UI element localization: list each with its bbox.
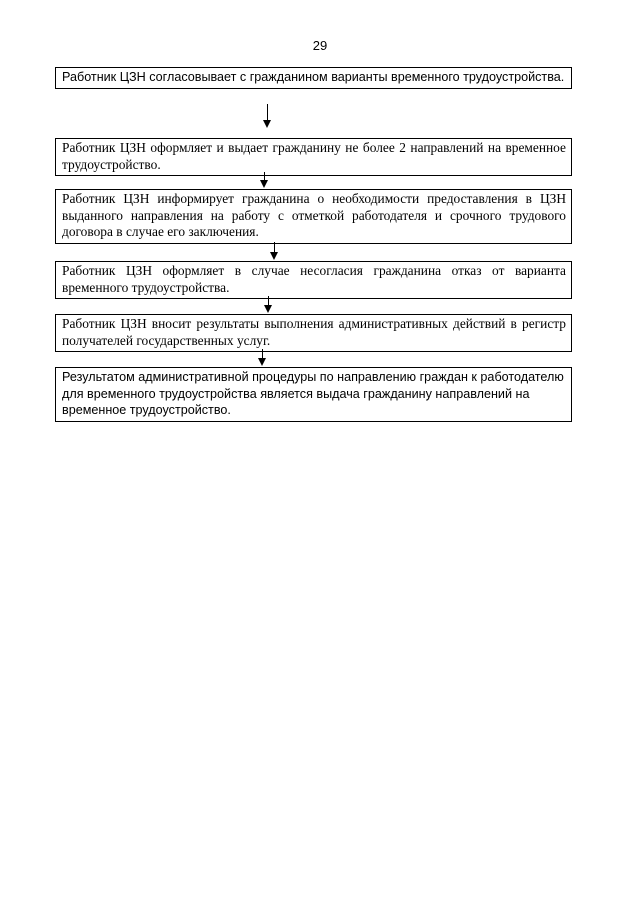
flow-step-5-box: Работник ЦЗН вносит результаты выполнения административных действий в регистр получателей государственных услуг. <box>55 314 572 352</box>
flow-arrow-5-head <box>258 358 266 366</box>
flow-step-3-box: Работник ЦЗН информирует гражданина о необходимости предоставления в ЦЗН выданного направления на работу с отметкой работодателя и срочного трудового договора в случае его заключения. <box>55 189 572 244</box>
flow-arrow-2 <box>260 172 269 188</box>
flow-arrow-5 <box>258 349 267 366</box>
flow-arrow-4-head <box>264 305 272 313</box>
flow-arrow-3-head <box>270 252 278 260</box>
flow-step-1-box: Работник ЦЗН согласовывает с гражданином варианты временного трудоустройства. <box>55 67 572 89</box>
flow-arrow-1 <box>263 104 272 128</box>
page-number: 29 <box>312 38 328 53</box>
flow-arrow-2-head <box>260 180 268 188</box>
flow-result-box: Результатом административной процедуры по направлению граждан к работодателю для временного трудоустройства является выдача гражданину направлений на временное трудоустройство. <box>55 367 572 422</box>
flow-arrow-1-head <box>263 120 271 128</box>
flow-arrow-4 <box>264 296 273 313</box>
flow-step-2-box: Работник ЦЗН оформляет и выдает гражданину не более 2 направлений на временное трудоустройство. <box>55 138 572 176</box>
flow-step-4-box: Работник ЦЗН оформляет в случае несогласия гражданина отказ от варианта временного трудоустройства. <box>55 261 572 299</box>
flow-arrow-3 <box>270 242 279 260</box>
